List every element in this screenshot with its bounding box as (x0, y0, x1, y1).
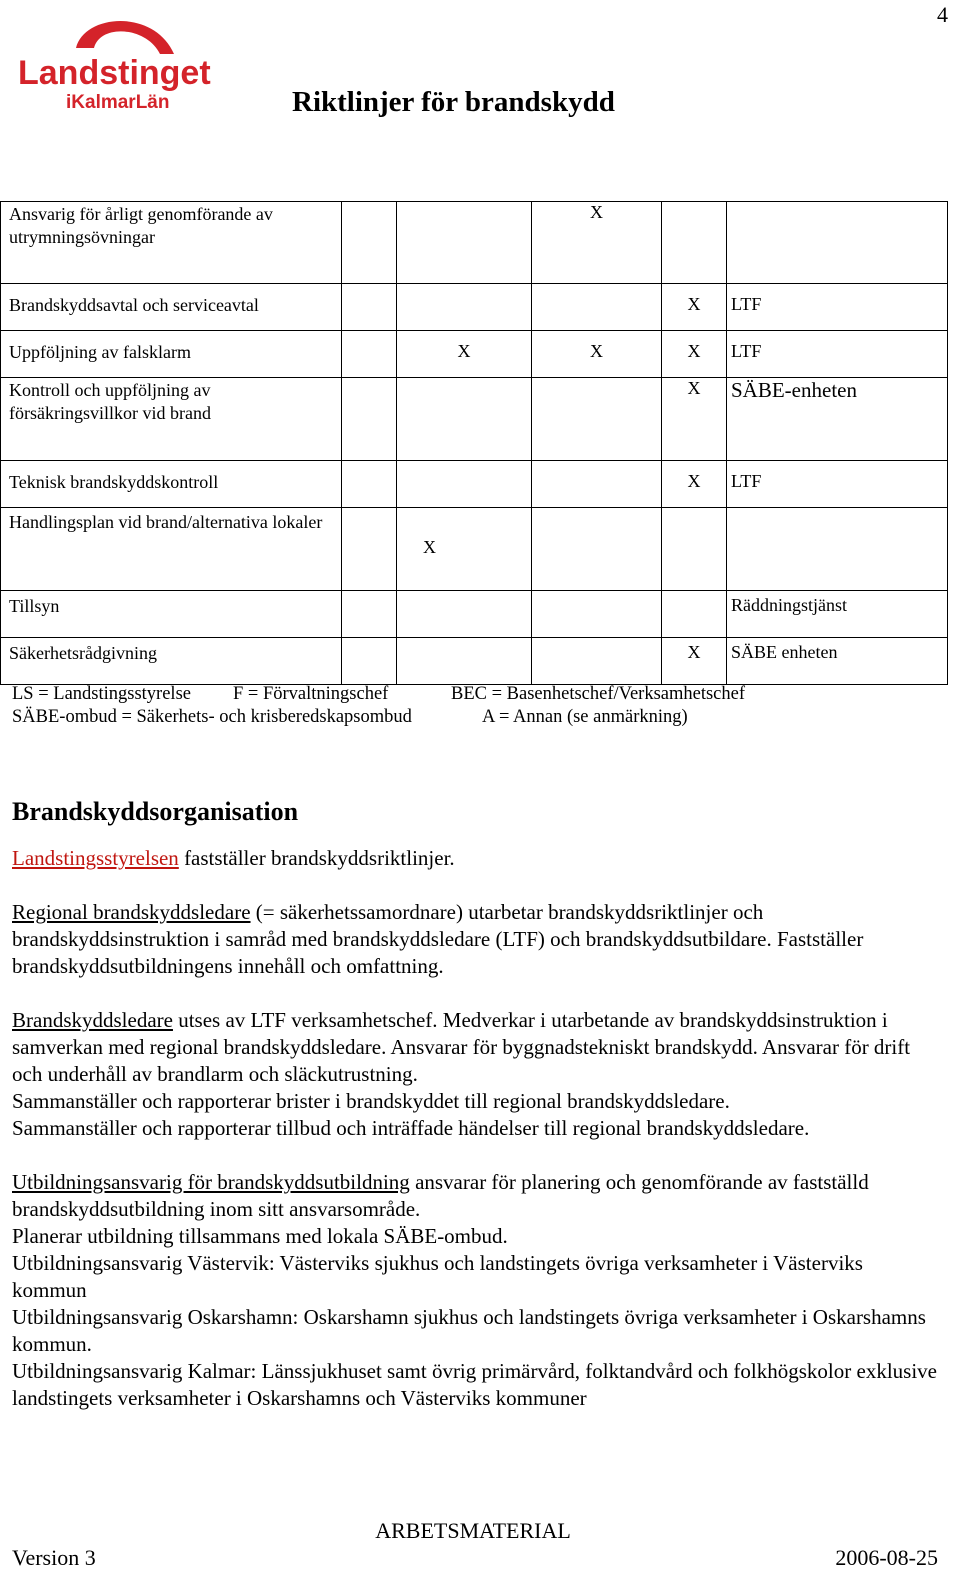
organisation-text (12, 845, 942, 1412)
row-label: Tillsyn (1, 591, 342, 638)
cell-col4: X (662, 284, 727, 331)
table-row (1, 202, 948, 284)
table-row (1, 461, 948, 508)
cell-col3 (532, 591, 662, 638)
cell-col1 (342, 508, 397, 591)
row-label: Teknisk brandskyddskontroll (1, 461, 342, 508)
page-title: Riktlinjer för brandskydd (292, 86, 615, 118)
cell-col2 (397, 461, 532, 508)
paragraph (12, 1007, 942, 1088)
responsibility-table (0, 201, 948, 685)
paragraph-text: (= säkerhetssamordnare) utarbetar brandskyddsriktlinjer och brandskyddsinstruktion i samråd med brandskyddsledare (LTF) och brandskyddsutbildare. Fastställer brandskyddsutbildningens innehåll och omfattning. (12, 900, 864, 978)
cell-col4: X (662, 638, 727, 685)
paragraph (12, 845, 942, 872)
table-row (1, 284, 948, 331)
paragraph-line: Utbildningsansvarig Västervik: Västerviks sjukhus och landstingets övriga verksamheter i Västerviks kommun (12, 1251, 863, 1302)
cell-col3 (532, 461, 662, 508)
cell-col4: X (662, 378, 727, 461)
cell-col2: X (397, 331, 532, 378)
cell-col3 (532, 508, 662, 591)
cell-col2 (397, 202, 532, 284)
cell-col4 (662, 591, 727, 638)
role-brandskyddsledare: Brandskyddsledare (12, 1008, 173, 1032)
paragraph-text: ansvarar för planering och genomförande av fastställd brandskyddsutbildning inom sitt ansvarsområde. (12, 1170, 869, 1221)
cell-col4 (662, 202, 727, 284)
role-utbildningsansvarig: Utbildningsansvarig för brandskyddsutbildning (12, 1170, 410, 1194)
row-label: Säkerhetsrådgivning (1, 638, 342, 685)
cell-col2 (397, 591, 532, 638)
paragraph (12, 1169, 942, 1223)
row-label: Handlingsplan vid brand/alternativa lokaler (1, 508, 342, 591)
paragraph-line: Planerar utbildning tillsammans med lokala SÄBE-ombud. (12, 1224, 508, 1248)
table-row (1, 638, 948, 685)
cell-col3 (532, 638, 662, 685)
cell-col1 (342, 591, 397, 638)
cell-col1 (342, 202, 397, 284)
cell-note: LTF (727, 461, 948, 508)
role-regional-brandskyddsledare: Regional brandskyddsledare (12, 900, 251, 924)
cell-col1 (342, 638, 397, 685)
footer-version: Version 3 (12, 1545, 96, 1570)
legend-sabe: SÄBE-ombud = Säkerhets- och krisberedskapsombud (12, 707, 412, 727)
cell-col3: X (532, 202, 662, 284)
cell-col4 (662, 508, 727, 591)
paragraph-line: Sammanställer och rapporterar brister i brandskyddet till regional brandskyddsledare. (12, 1089, 730, 1113)
cell-col2: X (397, 508, 532, 591)
cell-col1 (342, 378, 397, 461)
cell-col2 (397, 284, 532, 331)
table-row (1, 378, 948, 461)
footer-label: ARBETSMATERIAL (375, 1518, 571, 1543)
legend-f: F = Förvaltningschef (233, 684, 389, 704)
row-label: Brandskyddsavtal och serviceavtal (1, 284, 342, 331)
legend-bec: BEC = Basenhetschef/Verksamhetschef (451, 684, 746, 704)
row-label: Ansvarig för årligt genomförande av utrymningsövningar (1, 202, 342, 284)
table-row (1, 591, 948, 638)
logo-graphic (14, 4, 214, 116)
cell-note: SÄBE-enheten (727, 378, 948, 461)
cell-col4: X (662, 331, 727, 378)
paragraph (12, 899, 942, 980)
row-label: Kontroll och uppföljning av försäkringsvillkor vid brand (1, 378, 342, 461)
cell-col1 (342, 284, 397, 331)
legend-ls: LS = Landstingsstyrelse (12, 684, 191, 704)
cell-col3 (532, 378, 662, 461)
cell-col1 (342, 331, 397, 378)
table-row (1, 331, 948, 378)
row-label: Uppföljning av falsklarm (1, 331, 342, 378)
cell-note: LTF (727, 331, 948, 378)
cell-col4: X (662, 461, 727, 508)
cell-note: LTF (727, 284, 948, 331)
cell-col2 (397, 378, 532, 461)
legend-a: A = Annan (se anmärkning) (482, 707, 688, 727)
paragraph-text: utses av LTF verksamhetschef. Medverkar i utarbetande av brandskyddsinstruktion i samverkan med regional brandskyddsledare. Ansvarar för byggnadstekniskt brandskydd. Ansvarar för drift och underhåll av brandlarm och släckutrustning. (12, 1008, 911, 1086)
cell-col1 (342, 461, 397, 508)
landstinget-logo (14, 4, 214, 116)
table-row (1, 508, 948, 591)
paragraph-text: fastställer brandskyddsriktlinjer. (178, 846, 455, 870)
landstingsstyrelsen-link[interactable]: Landstingsstyrelsen (12, 846, 179, 870)
page-number: 4 (937, 2, 948, 27)
cell-note: SÄBE enheten (727, 638, 948, 685)
footer-date: 2006-08-25 (835, 1545, 938, 1570)
cell-col3 (532, 284, 662, 331)
paragraph-line: Sammanställer och rapporterar tillbud och inträffade händelser till regional brandskyddsledare. (12, 1116, 810, 1140)
logo-name: Landstinget (18, 54, 211, 92)
paragraph-line: Utbildningsansvarig Kalmar: Länssjukhuset samt övrig primärvård, folktandvård och folkhögskolor exklusive landstingets verksamheter i Oskarshamns och Västerviks kommuner (12, 1359, 937, 1410)
section-title: Brandskyddsorganisation (12, 797, 299, 826)
cell-note: Räddningstjänst (727, 591, 948, 638)
logo-sub: iKalmarLän (66, 92, 170, 113)
cell-note (727, 202, 948, 284)
cell-note (727, 508, 948, 591)
paragraph-line: Utbildningsansvarig Oskarshamn: Oskarshamn sjukhus och landstingets övriga verksamheter i Oskarshamns kommun. (12, 1305, 926, 1356)
cell-col2 (397, 638, 532, 685)
cell-col3: X (532, 331, 662, 378)
